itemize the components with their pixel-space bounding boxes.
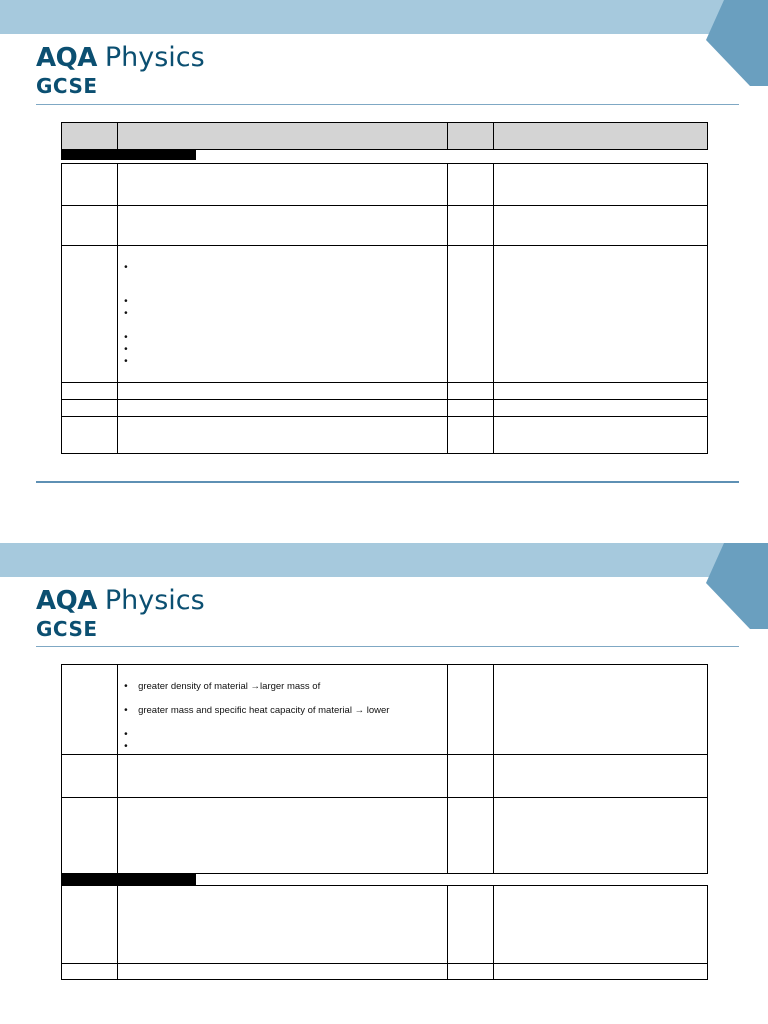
list-item — [138, 308, 447, 320]
header-rule — [36, 104, 739, 105]
page-1 — [0, 0, 768, 510]
table-row — [62, 417, 708, 454]
table-row — [62, 206, 708, 246]
checklist-table-2 — [61, 664, 708, 980]
logo-level: GCSE — [36, 74, 98, 98]
logo-subject: Physics — [104, 585, 205, 616]
list-item: • greater mass and specific heat capacity of material → lower — [138, 705, 447, 717]
table-row — [62, 755, 708, 798]
corner-tab — [706, 0, 768, 86]
table-row — [62, 964, 708, 980]
list-item — [138, 296, 447, 308]
bullet-list — [118, 681, 447, 753]
header-banner — [0, 0, 768, 34]
section-heading-bar — [61, 149, 196, 160]
header-banner — [0, 543, 768, 577]
header-cell-content — [118, 123, 448, 150]
table-row — [62, 798, 708, 874]
list-item — [138, 741, 447, 753]
aqa-physics-logo — [36, 42, 205, 98]
page-2 — [0, 543, 768, 1024]
section-heading-bar — [61, 874, 196, 885]
list-item — [138, 344, 447, 356]
table-row — [62, 383, 708, 400]
header-rule — [36, 646, 739, 647]
bullet-list — [118, 262, 447, 368]
logo-level: GCSE — [36, 617, 98, 641]
corner-tab — [706, 543, 768, 629]
list-item — [138, 356, 447, 368]
list-item — [138, 729, 447, 741]
header-cell-id — [62, 123, 118, 150]
table-row — [62, 665, 708, 755]
table-row — [62, 246, 708, 383]
logo-subject: Physics — [104, 42, 205, 73]
logo-brand: AQA — [36, 43, 97, 73]
table-header-row — [62, 123, 708, 150]
logo-brand: AQA — [36, 586, 97, 616]
header-cell-check — [447, 123, 493, 150]
table-row — [62, 400, 708, 417]
footer-rule — [36, 481, 739, 483]
aqa-physics-logo — [36, 585, 205, 641]
list-item — [138, 262, 447, 274]
header-cell-notes — [493, 123, 707, 150]
table-row — [62, 886, 708, 964]
list-item — [138, 332, 447, 344]
list-item: • greater density of material →larger mass of — [138, 681, 447, 693]
table-row — [62, 164, 708, 206]
checklist-table-1 — [61, 122, 708, 454]
